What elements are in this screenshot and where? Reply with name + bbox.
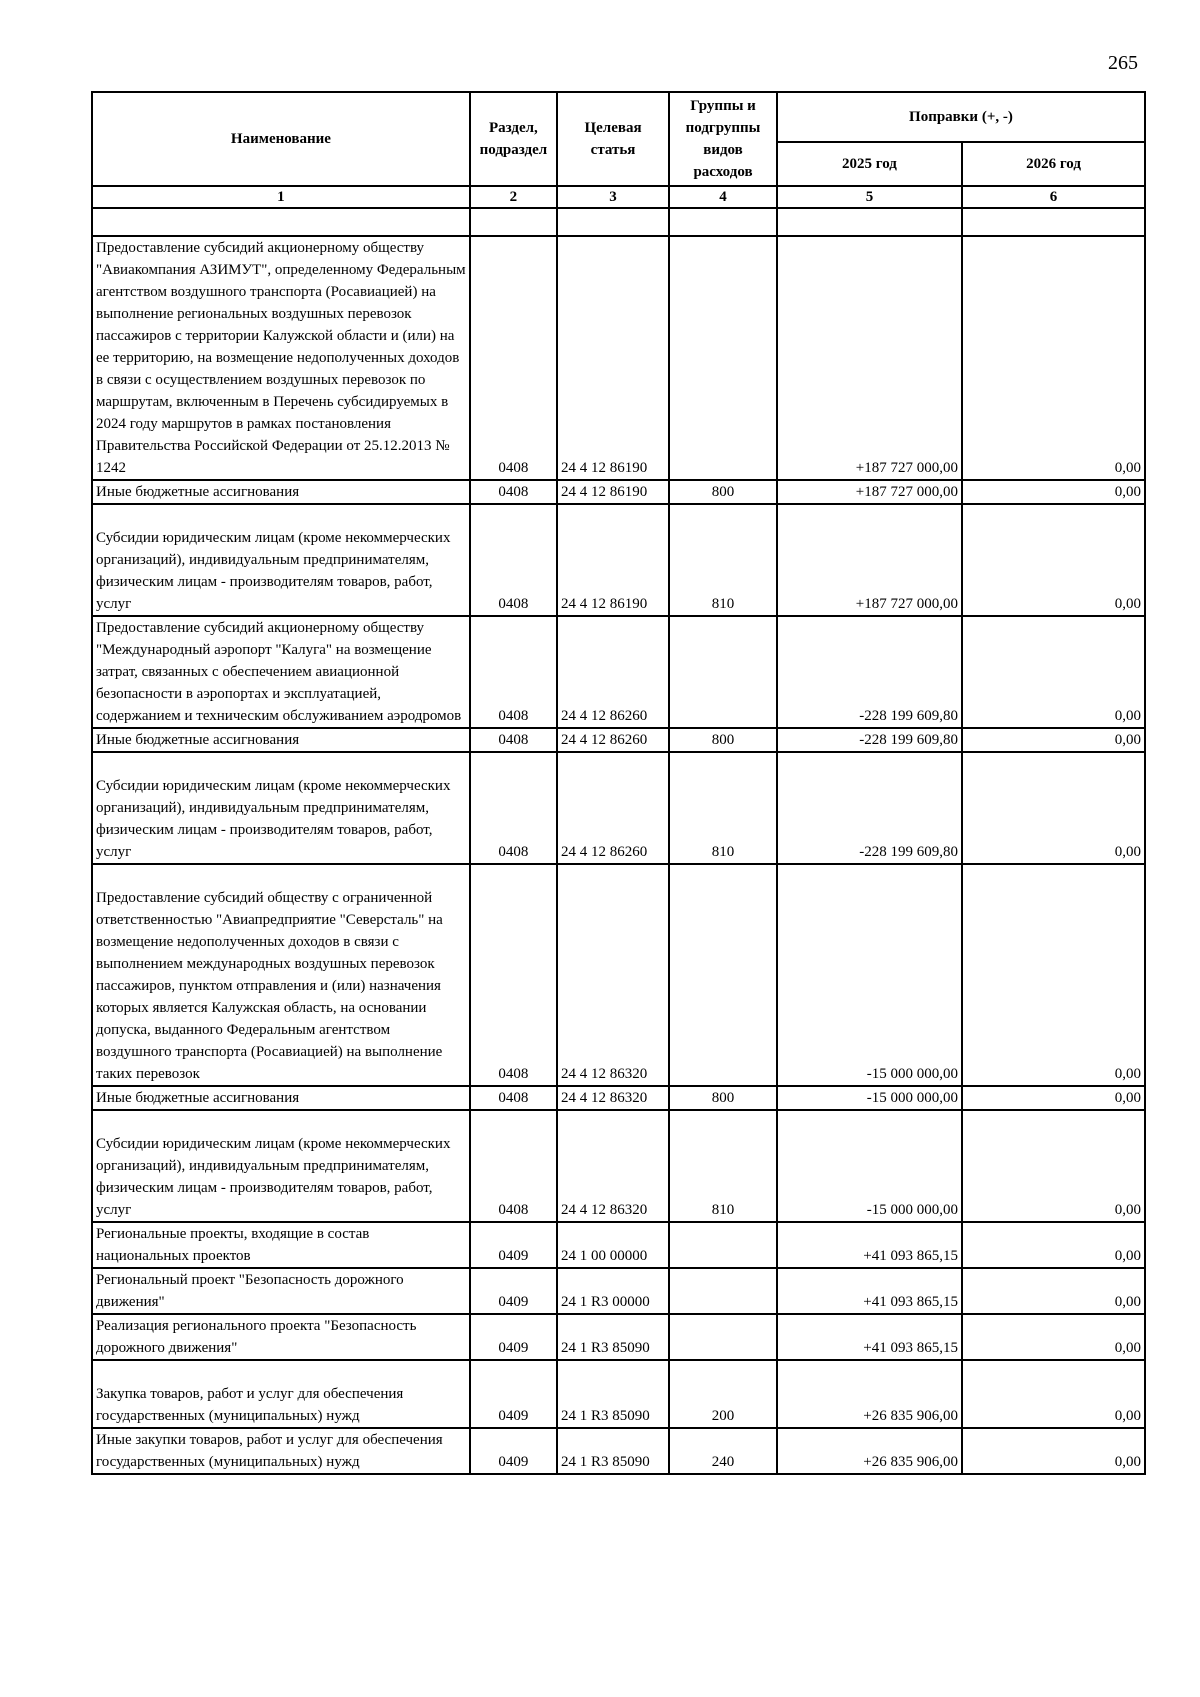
header-year-2026: 2026 год (962, 142, 1145, 186)
header-groups-line-4: расходов (693, 164, 753, 180)
table-row (92, 1314, 1145, 1360)
cell-section: 0408 (470, 1110, 557, 1222)
cell-group: 810 (669, 1110, 777, 1222)
table-row (92, 504, 1145, 616)
cell-group (669, 1268, 777, 1314)
cell-group: 810 (669, 504, 777, 616)
cell-2025: +187 727 000,00 (777, 504, 962, 616)
cell-2025: -228 199 609,80 (777, 752, 962, 864)
cell-section: 0408 (470, 1086, 557, 1110)
cell-2026: 0,00 (962, 616, 1145, 728)
cell-2025: +187 727 000,00 (777, 236, 962, 480)
spacer-cell (470, 208, 557, 236)
column-number-3: 3 (557, 186, 669, 208)
table-row (92, 1268, 1145, 1314)
cell-2026: 0,00 (962, 1222, 1145, 1268)
cell-section: 0408 (470, 864, 557, 1086)
table-row (92, 1428, 1145, 1474)
header-section-line-1: Раздел, (488, 120, 538, 136)
cell-group: 200 (669, 1360, 777, 1428)
header-year-2025: 2025 год (777, 142, 962, 186)
header-section (470, 92, 557, 186)
cell-section: 0408 (470, 728, 557, 752)
table-row (92, 728, 1145, 752)
spacer-cell (962, 208, 1145, 236)
cell-target: 24 1 00 00000 (557, 1222, 669, 1268)
cell-name: Закупка товаров, работ и услуг для обеспечения государственных (муниципальных) нужд (92, 1360, 470, 1428)
cell-section: 0409 (470, 1314, 557, 1360)
cell-2026: 0,00 (962, 1110, 1145, 1222)
cell-group: 800 (669, 728, 777, 752)
cell-2026: 0,00 (962, 1268, 1145, 1314)
header-amendments: Поправки (+, -) (777, 92, 1145, 142)
cell-2026: 0,00 (962, 236, 1145, 480)
cell-target: 24 4 12 86320 (557, 1110, 669, 1222)
cell-2026: 0,00 (962, 1428, 1145, 1474)
cell-target: 24 1 R3 85090 (557, 1428, 669, 1474)
cell-section: 0408 (470, 616, 557, 728)
cell-name: Иные бюджетные ассигнования (92, 728, 470, 752)
table-row (92, 864, 1145, 1086)
cell-name: Предоставление субсидий акционерному обществу "Авиакомпания АЗИМУТ", определенному Федеральным агентством воздушного транспорта (Росавиацией) на выполнение региональных воздушных перевозок пассажиров с территории Калужской области и (или) на ее территорию, на возмещение недополученных доходов в связи с осуществлением воздушных перевозок по маршрутам, включенным в Перечень субсидируемых в 2024 году маршрутов в рамках постановления Правительства Российской Федерации от 25.12.2013 № 1242 (92, 236, 470, 480)
cell-name: Реализация регионального проекта "Безопасность дорожного движения" (92, 1314, 470, 1360)
cell-2025: +26 835 906,00 (777, 1360, 962, 1428)
cell-2025: +187 727 000,00 (777, 480, 962, 504)
table-row (92, 1222, 1145, 1268)
cell-target: 24 1 R3 85090 (557, 1360, 669, 1428)
header-target-line-2: статья (590, 142, 636, 158)
header-name: Наименование (92, 92, 470, 186)
cell-group: 810 (669, 752, 777, 864)
column-number-1: 1 (92, 186, 470, 208)
column-number-5: 5 (777, 186, 962, 208)
cell-2026: 0,00 (962, 1314, 1145, 1360)
cell-name: Региональные проекты, входящие в состав национальных проектов (92, 1222, 470, 1268)
header-spacer-row (92, 208, 1145, 236)
cell-2025: -228 199 609,80 (777, 728, 962, 752)
cell-group: 800 (669, 480, 777, 504)
table-row (92, 1110, 1145, 1222)
header-groups-line-1: Группы и (690, 98, 756, 114)
table-row (92, 1086, 1145, 1110)
cell-target: 24 4 12 86260 (557, 616, 669, 728)
cell-name: Предоставление субсидий акционерному обществу "Международный аэропорт "Калуга" на возмещение затрат, связанных с обеспечением авиационной безопасности в аэропортах и эксплуатацией, содержанием и техническим обслуживанием аэродромов (92, 616, 470, 728)
page-number: 265 (1108, 52, 1138, 74)
cell-2026: 0,00 (962, 752, 1145, 864)
cell-section: 0409 (470, 1268, 557, 1314)
cell-2025: -228 199 609,80 (777, 616, 962, 728)
cell-section: 0408 (470, 504, 557, 616)
cell-target: 24 4 12 86320 (557, 864, 669, 1086)
table-row (92, 236, 1145, 480)
cell-2025: +41 093 865,15 (777, 1222, 962, 1268)
table-row (92, 1360, 1145, 1428)
spacer-cell (92, 208, 470, 236)
cell-section: 0409 (470, 1428, 557, 1474)
cell-target: 24 1 R3 85090 (557, 1314, 669, 1360)
column-numbers-row (92, 186, 1145, 208)
header-target (557, 92, 669, 186)
column-number-4: 4 (669, 186, 777, 208)
cell-section: 0408 (470, 752, 557, 864)
cell-name: Субсидии юридическим лицам (кроме некоммерческих организаций), индивидуальным предпринимателям, физическим лицам - производителям товаров, работ, услуг (92, 504, 470, 616)
cell-target: 24 4 12 86190 (557, 504, 669, 616)
cell-group (669, 864, 777, 1086)
table-header (92, 92, 1145, 208)
cell-target: 24 4 12 86260 (557, 728, 669, 752)
cell-group (669, 1314, 777, 1360)
budget-amendments-table (91, 91, 1146, 1475)
cell-2025: +26 835 906,00 (777, 1428, 962, 1474)
cell-name: Субсидии юридическим лицам (кроме некоммерческих организаций), индивидуальным предпринимателям, физическим лицам - производителям товаров, работ, услуг (92, 1110, 470, 1222)
cell-2025: +41 093 865,15 (777, 1314, 962, 1360)
spacer-cell (669, 208, 777, 236)
cell-2026: 0,00 (962, 1360, 1145, 1428)
header-groups (669, 92, 777, 186)
cell-group: 800 (669, 1086, 777, 1110)
header-section-line-2: подраздел (479, 142, 548, 158)
cell-2025: +41 093 865,15 (777, 1268, 962, 1314)
cell-2026: 0,00 (962, 1086, 1145, 1110)
cell-name: Предоставление субсидий обществу с ограниченной ответственностью "Авиапредприятие "Северсталь" на возмещение недополученных доходов в связи с выполнением международных воздушных перевозок пассажиров, пунктом отправления и (или) назначения которых является Калужская область, на основании допуска, выданного Федеральным агентством воздушного транспорта (Росавиацией) на выполнение таких перевозок (92, 864, 470, 1086)
spacer-cell (557, 208, 669, 236)
header-groups-line-3: видов (703, 142, 743, 158)
cell-group (669, 236, 777, 480)
cell-2026: 0,00 (962, 728, 1145, 752)
cell-2026: 0,00 (962, 480, 1145, 504)
header-target-line-1: Целевая (584, 120, 642, 136)
cell-group (669, 1222, 777, 1268)
cell-target: 24 4 12 86190 (557, 480, 669, 504)
cell-2026: 0,00 (962, 864, 1145, 1086)
cell-target: 24 4 12 86260 (557, 752, 669, 864)
cell-target: 24 4 12 86320 (557, 1086, 669, 1110)
cell-name: Иные бюджетные ассигнования (92, 480, 470, 504)
table-row (92, 752, 1145, 864)
cell-section: 0408 (470, 480, 557, 504)
table-row (92, 616, 1145, 728)
cell-name: Региональный проект "Безопасность дорожного движения" (92, 1268, 470, 1314)
cell-2025: -15 000 000,00 (777, 864, 962, 1086)
cell-section: 0409 (470, 1222, 557, 1268)
cell-target: 24 4 12 86190 (557, 236, 669, 480)
cell-section: 0409 (470, 1360, 557, 1428)
spacer-cell (777, 208, 962, 236)
cell-target: 24 1 R3 00000 (557, 1268, 669, 1314)
header-groups-line-2: подгруппы (685, 120, 761, 136)
cell-name: Иные бюджетные ассигнования (92, 1086, 470, 1110)
cell-name: Субсидии юридическим лицам (кроме некоммерческих организаций), индивидуальным предпринимателям, физическим лицам - производителям товаров, работ, услуг (92, 752, 470, 864)
cell-group: 240 (669, 1428, 777, 1474)
table-row (92, 480, 1145, 504)
cell-section: 0408 (470, 236, 557, 480)
column-number-2: 2 (470, 186, 557, 208)
cell-2025: -15 000 000,00 (777, 1086, 962, 1110)
column-number-6: 6 (962, 186, 1145, 208)
table-body (92, 208, 1145, 1474)
cell-2025: -15 000 000,00 (777, 1110, 962, 1222)
cell-name: Иные закупки товаров, работ и услуг для обеспечения государственных (муниципальных) нужд (92, 1428, 470, 1474)
cell-2026: 0,00 (962, 504, 1145, 616)
cell-group (669, 616, 777, 728)
